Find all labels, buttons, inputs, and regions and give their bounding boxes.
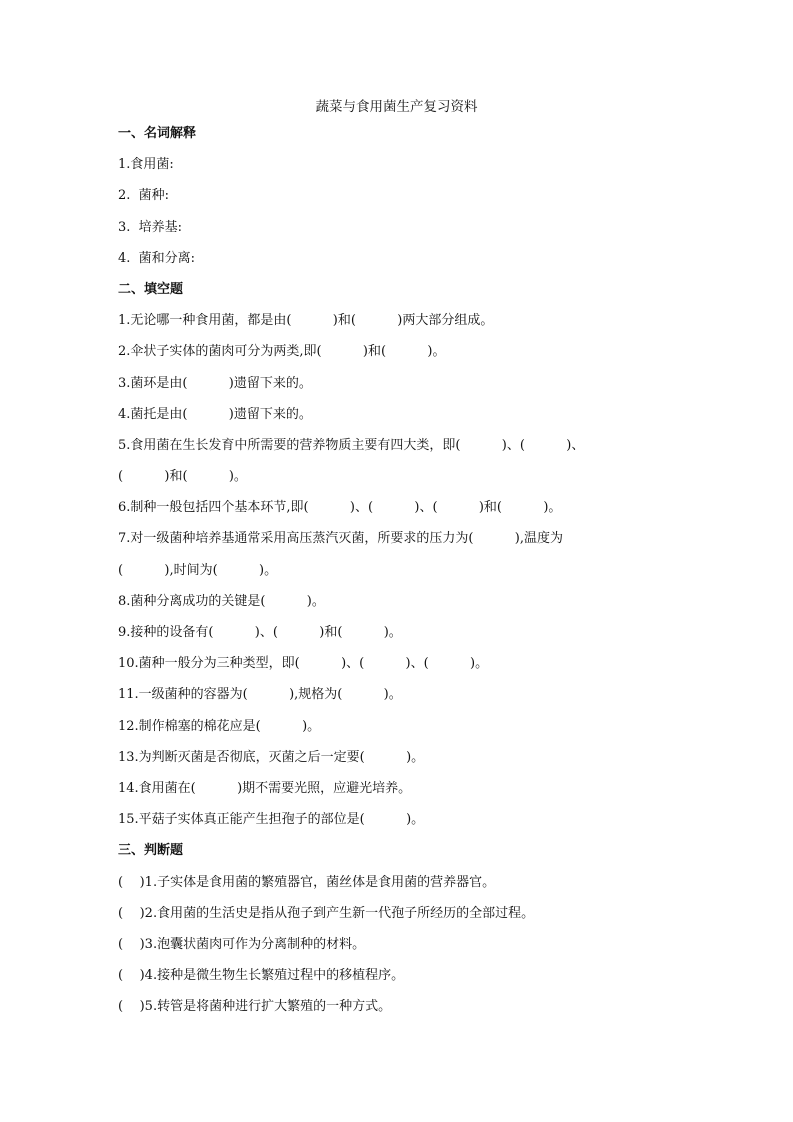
- question-item: 1.无论哪一种食用菌，都是由( )和( )两大部分组成。: [118, 313, 494, 329]
- question-item: ( )2.食用菌的生活史是指从孢子到产生新一代孢子所经历的全部过程。: [118, 905, 535, 921]
- section-heading: 二、填空题: [118, 281, 184, 297]
- question-item: ( ),时间为( )。: [118, 562, 278, 578]
- document-title: 蔬菜与食用菌生产复习资料: [315, 99, 478, 115]
- question-item: 15.平菇子实体真正能产生担孢子的部位是( )。: [118, 812, 425, 828]
- question-item: ( )和( )。: [118, 469, 247, 485]
- question-item: 7.对一级菌种培养基通常采用高压蒸汽灭菌，所要求的压力为( ),温度为: [118, 531, 564, 547]
- question-item: 8.菌种分离成功的关键是( )。: [118, 593, 325, 609]
- question-item: ( )5.转管是将菌种进行扩大繁殖的一种方式。: [118, 999, 392, 1015]
- question-item: 6.制种一般包括四个基本环节,即( )、( )、( )和( )。: [118, 500, 562, 516]
- question-item: 2.伞状子实体的菌肉可分为两类,即( )和( )。: [118, 344, 446, 360]
- section-true-false: [118, 835, 688, 1022]
- section-definitions: [118, 118, 688, 274]
- question-item: 14.食用菌在( )期不需要光照，应避光培养。: [118, 780, 412, 796]
- question-item: 11.一级菌种的容器为( ),规格为( )。: [118, 687, 402, 703]
- question-item: 3. 培养基:: [118, 219, 183, 235]
- question-item: 3.菌环是由( )遗留下来的。: [118, 375, 312, 391]
- question-item: 4.菌托是由( )遗留下来的。: [118, 406, 312, 422]
- question-item: 5.食用菌在生长发育中所需要的营养物质主要有四大类，即( )、( )、: [118, 437, 585, 453]
- question-item: 1.食用菌:: [118, 157, 174, 173]
- question-item: 13.为判断灭菌是否彻底，灭菌之后一定要( )。: [118, 749, 425, 765]
- question-item: ( )1.子实体是食用菌的繁殖器官，菌丝体是食用菌的营养器官。: [118, 874, 496, 890]
- question-item: 2. 菌种:: [118, 188, 170, 204]
- question-item: ( )3.泡囊状菌肉可作为分离制种的材料。: [118, 936, 366, 952]
- section-fill-in-blanks: [118, 274, 688, 835]
- question-item: ( )4.接种是微生物生长繁殖过程中的移植程序。: [118, 968, 405, 984]
- section-heading: 三、判断题: [118, 843, 184, 859]
- question-item: 4. 菌和分离:: [118, 250, 196, 266]
- question-item: 10.菌种一般分为三种类型，即( )、( )、( )。: [118, 656, 489, 672]
- document-body: [118, 118, 688, 1022]
- question-item: 12.制作棉塞的棉花应是( )。: [118, 718, 321, 734]
- question-item: 9.接种的设备有( )、( )和( )。: [118, 625, 402, 640]
- section-heading: 一、名词解释: [118, 126, 197, 141]
